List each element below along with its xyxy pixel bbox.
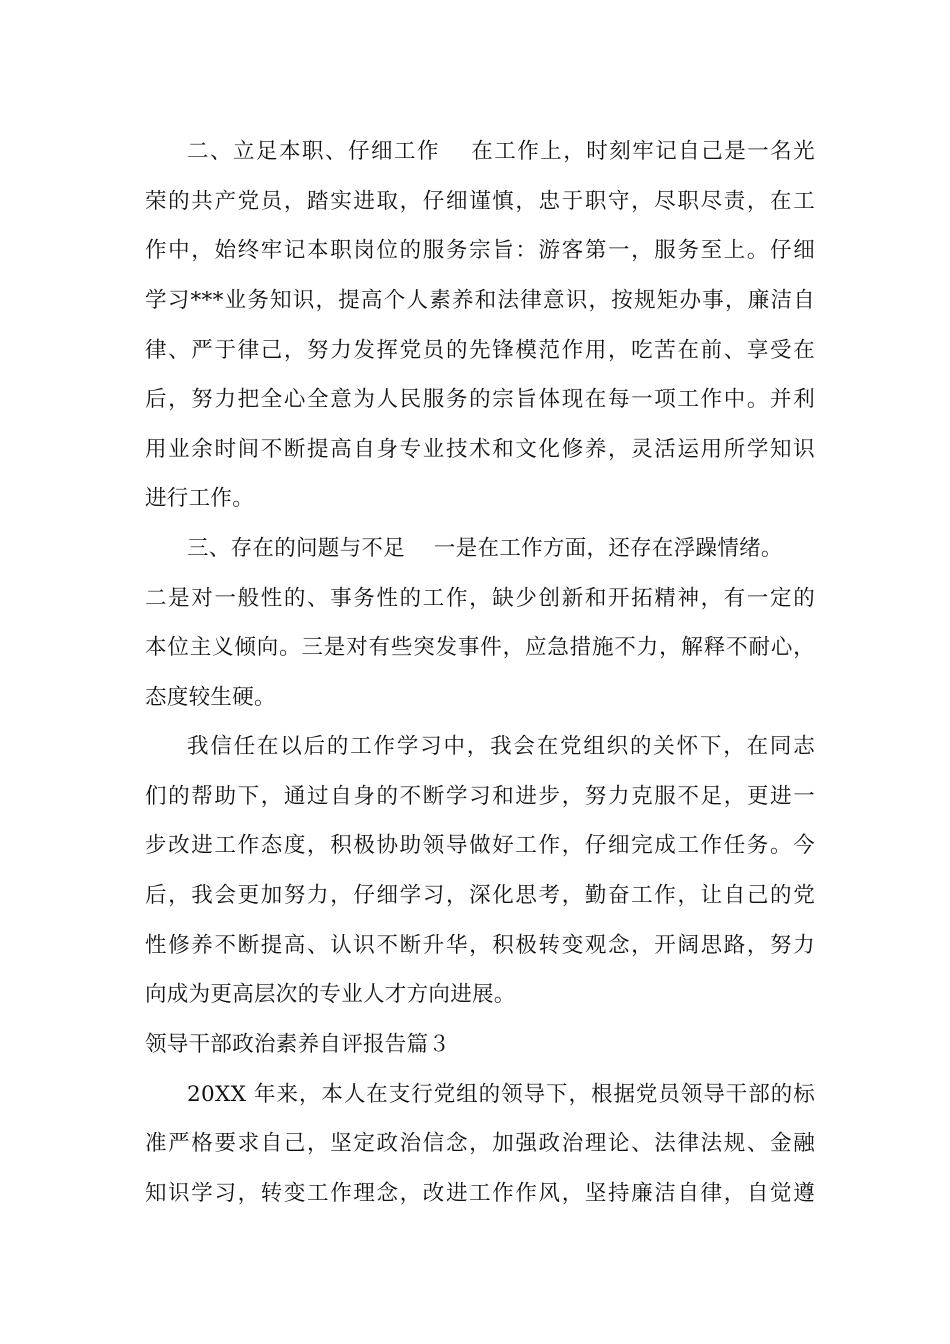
paragraph-line: 本位主义倾向。三是对有些突发事件，应急措施不力，解释不耐心， [145, 635, 815, 660]
paragraph-line: 作中，始终牢记本职岗位的服务宗旨：游客第一，服务至上。仔细 [145, 238, 815, 263]
paragraph-line: 二是对一般性的、事务性的工作，缺少创新和开拓精神，有一定的 [145, 586, 815, 611]
paragraph-line: 学习***业务知识，提高个人素养和法律意识，按规矩办事，廉洁自 [145, 288, 815, 313]
paragraph-line: 向成为更高层次的专业人才方向进展。 [145, 982, 516, 1007]
paragraph-line: 性修养不断提高、认识不断升华，积极转变观念，开阔思路，努力 [145, 933, 815, 958]
paragraph-line: 我信任在以后的工作学习中，我会在党组织的关怀下，在同志 [187, 734, 815, 759]
paragraph-line: 律、严于律己，努力发挥党员的先锋模范作用，吃苦在前、享受在 [145, 338, 815, 363]
section-heading: 领导干部政治素养自评报告篇３ [145, 1032, 451, 1057]
paragraph-line: 步改进工作态度，积极协助领导做好工作，仔细完成工作任务。今 [145, 833, 815, 858]
paragraph-line: 荣的共产党员，踏实进取，仔细谨慎，忠于职守，尽职尽责，在工 [145, 189, 815, 214]
paragraph-line: 知识学习，转变工作理念，改进工作作风，坚持廉洁自律，自觉遵 [145, 1181, 815, 1206]
paragraph-line: 态度较生硬。 [145, 685, 276, 710]
paragraph-line: 进行工作。 [145, 486, 255, 511]
paragraph-line: 后，努力把全心全意为人民服务的宗旨体现在每一项工作中。并利 [145, 387, 815, 412]
paragraph-line: 三、存在的问题与不足 一是在工作方面，还存在浮躁情绪。 [187, 536, 783, 561]
paragraph-line: 20XX 年来，本人在支行党组的领导下，根据党员领导干部的标 [187, 1082, 815, 1107]
paragraph-line: 们的帮助下，通过自身的不断学习和进步，努力克服不足，更进一 [145, 784, 815, 809]
paragraph-line: 用业余时间不断提高自身专业技术和文化修养，灵活运用所学知识 [145, 437, 815, 462]
paragraph-line: 准严格要求自己，坚定政治信念，加强政治理论、法律法规、金融 [145, 1131, 815, 1156]
paragraph-line: 后，我会更加努力，仔细学习，深化思考，勤奋工作，让自己的党 [145, 883, 815, 908]
paragraph-line: 二、立足本职、仔细工作 在工作上，时刻牢记自己是一名光 [187, 139, 815, 164]
